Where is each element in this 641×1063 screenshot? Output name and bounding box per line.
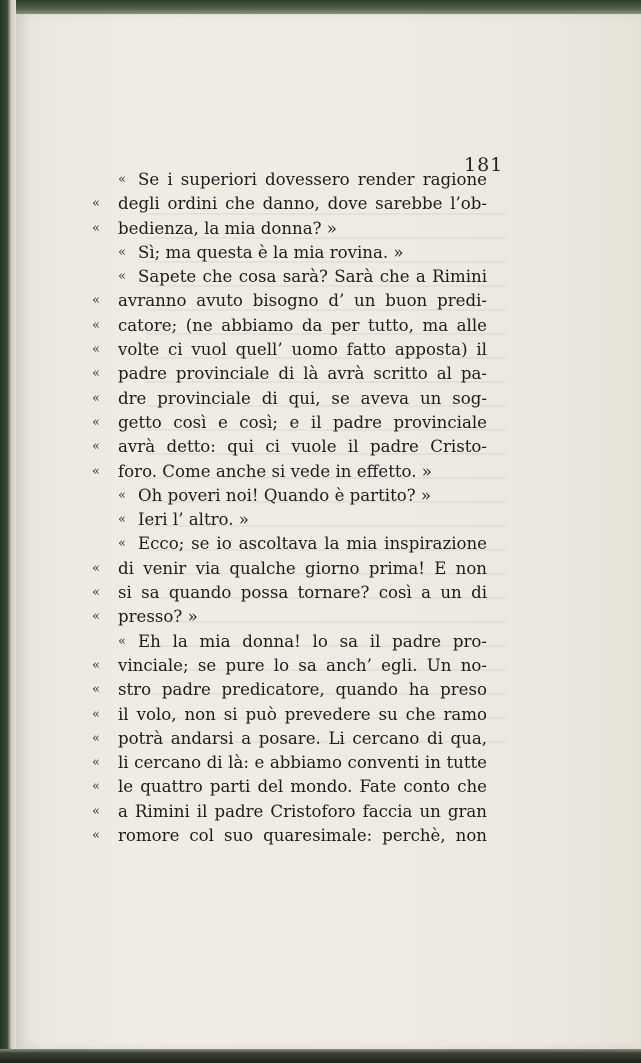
line-guillemet: «	[92, 366, 100, 382]
line-text: Sapete che cosa sarà? Sarà che a Rimini	[138, 267, 487, 287]
line-text: Ieri l’ altro. »	[138, 510, 249, 530]
book-cover-top-edge	[0, 0, 641, 14]
text-line	[92, 581, 487, 605]
line-text: Oh poveri noi! Quando è partito? »	[138, 485, 432, 505]
text-line	[92, 314, 487, 338]
line-text: li cercano di là: e abbiamo conventi in tutte	[118, 753, 487, 773]
line-text: padre provinciale di là avrà scritto al pa-	[118, 364, 487, 384]
line-text: catore; (ne abbiamo da per tutto, ma alle	[118, 315, 487, 335]
text-line	[92, 532, 487, 556]
line-text: si sa quando possa tornare? così a un di	[118, 583, 487, 603]
text-line	[92, 168, 487, 192]
text-line	[92, 338, 487, 362]
text-line	[92, 265, 487, 289]
text-line	[92, 775, 487, 799]
line-guillemet: «	[92, 803, 100, 819]
line-text: di venir via qualche giorno prima! E non	[118, 558, 487, 578]
line-text: vinciale; se pure lo sa anch’ egli. Un no-	[118, 655, 487, 675]
line-guillemet: «	[92, 779, 100, 795]
line-text: Eh la mia donna! lo sa il padre pro-	[138, 631, 487, 651]
text-line	[92, 800, 487, 824]
line-guillemet: «	[92, 293, 100, 309]
line-guillemet: «	[92, 439, 100, 455]
line-guillemet: «	[118, 633, 126, 649]
text-line	[92, 727, 487, 751]
line-text: bedienza, la mia donna? »	[118, 218, 337, 238]
line-guillemet: «	[92, 342, 100, 358]
text-line	[92, 605, 487, 629]
line-guillemet: «	[92, 682, 100, 698]
text-line	[92, 654, 487, 678]
line-guillemet: «	[92, 390, 100, 406]
text-line	[92, 508, 487, 532]
line-text: volte ci vuol quell’ uomo fatto apposta) il	[118, 340, 487, 360]
line-guillemet: «	[92, 585, 100, 601]
line-text: a Rimini il padre Cristoforo faccia un gran	[118, 801, 487, 821]
text-line	[92, 362, 487, 386]
line-text: le quattro parti del mondo. Fate conto che	[118, 777, 487, 797]
line-guillemet: «	[92, 414, 100, 430]
line-text: foro. Come anche si vede in effetto. »	[118, 461, 432, 481]
text-line	[92, 630, 487, 654]
line-text: presso? »	[118, 607, 198, 627]
text-line	[92, 387, 487, 411]
line-text: degli ordini che danno, dove sarebbe l’ob-	[118, 194, 487, 214]
line-text: Sì; ma questa è la mia rovina. »	[138, 242, 404, 262]
line-text: il volo, non si può prevedere su che ramo	[118, 704, 487, 724]
line-text: stro padre predicatore, quando ha preso	[118, 680, 487, 700]
line-guillemet: «	[92, 196, 100, 212]
line-guillemet: «	[92, 657, 100, 673]
text-block	[92, 168, 487, 848]
line-text: dre provinciale di qui, se aveva un sog-	[118, 388, 487, 408]
text-line	[92, 411, 487, 435]
text-line	[92, 557, 487, 581]
line-guillemet: «	[118, 512, 126, 528]
line-guillemet: «	[118, 487, 126, 503]
text-line	[92, 484, 487, 508]
line-guillemet: «	[92, 317, 100, 333]
text-line	[92, 217, 487, 241]
text-line	[92, 678, 487, 702]
text-line	[92, 703, 487, 727]
line-text: Ecco; se io ascoltava la mia inspirazione	[138, 534, 487, 554]
line-guillemet: «	[92, 463, 100, 479]
line-text: avranno avuto bisogno d’ un buon predi-	[118, 291, 487, 311]
line-text: potrà andarsi a posare. Li cercano di qua,	[118, 728, 487, 748]
line-guillemet: «	[92, 730, 100, 746]
line-guillemet: «	[118, 172, 126, 187]
line-guillemet: «	[118, 536, 126, 552]
line-guillemet: «	[118, 269, 126, 285]
line-guillemet: «	[92, 828, 100, 844]
text-line	[92, 824, 487, 848]
line-guillemet: «	[92, 755, 100, 771]
book-cover-bottom-edge	[0, 1049, 641, 1063]
line-guillemet: «	[92, 706, 100, 722]
line-guillemet: «	[92, 609, 100, 625]
line-text: avrà detto: qui ci vuole il padre Cristo-	[118, 437, 487, 457]
line-text: getto così e così; e il padre provinciale	[118, 412, 487, 432]
text-line	[92, 435, 487, 459]
text-line	[92, 241, 487, 265]
line-guillemet: «	[118, 244, 126, 260]
text-line	[92, 460, 487, 484]
book-spine-edge	[0, 0, 16, 1063]
text-line	[92, 289, 487, 313]
text-line	[92, 751, 487, 775]
text-line	[92, 192, 487, 216]
line-guillemet: «	[92, 220, 100, 236]
line-text: romore col suo quaresimale: perchè, non	[118, 826, 487, 846]
page-number: 181	[464, 154, 504, 176]
line-text: Se i superiori dovessero render ragione	[138, 170, 487, 189]
line-guillemet: «	[92, 560, 100, 576]
